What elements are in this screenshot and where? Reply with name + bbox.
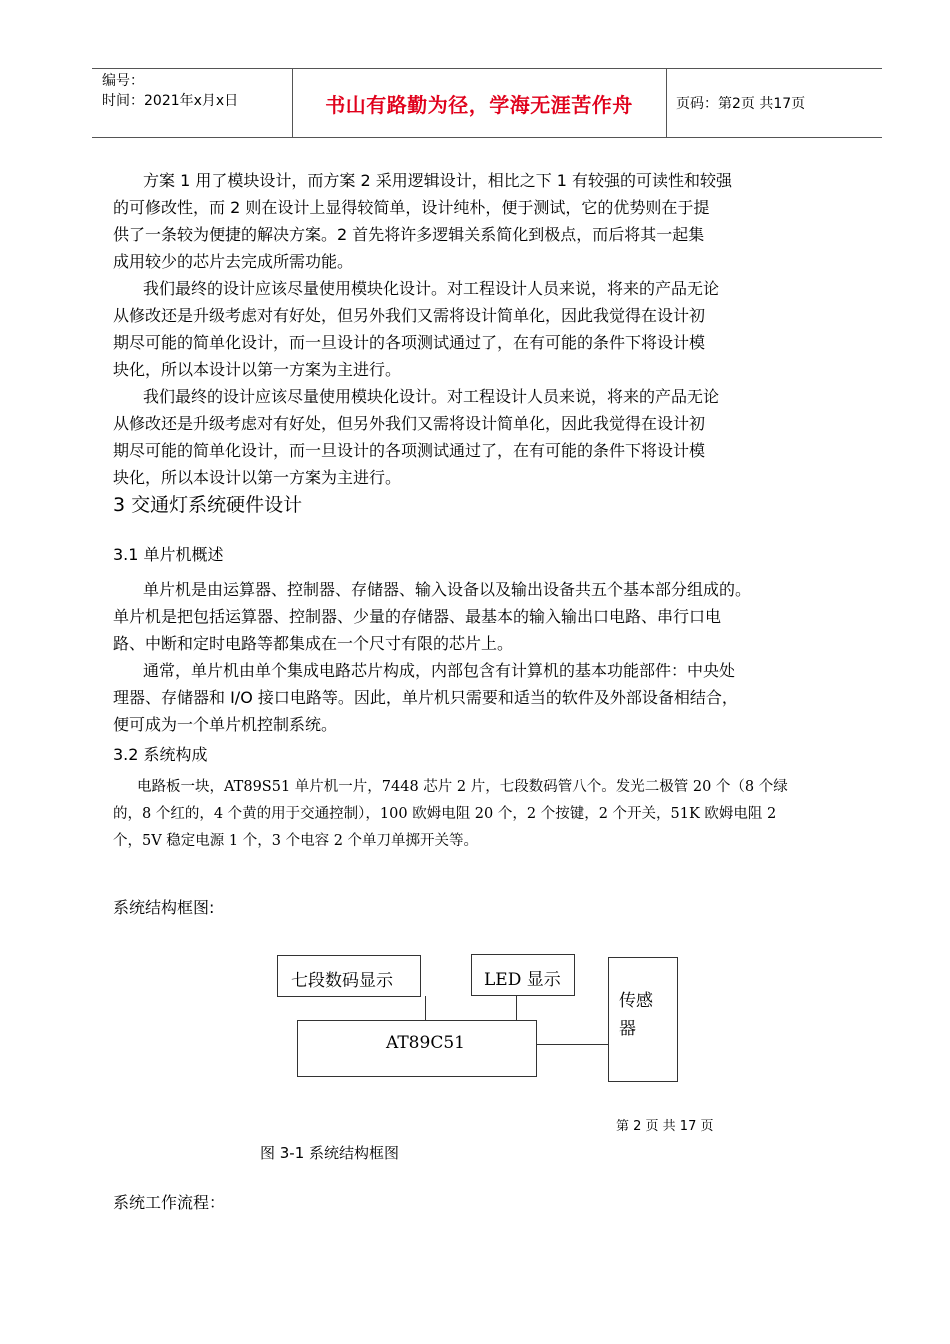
text-line: 单片机是把包括运算器、控制器、少量的存储器、最基本的输入输出口电路、串行口电 <box>113 607 722 626</box>
block-label: AT89C51 <box>386 1033 465 1053</box>
header-divider <box>292 69 293 137</box>
block-label: LED 显示 <box>484 970 561 990</box>
text-line: 期尽可能的简单化设计，而一旦设计的各项测试通过了，在有可能的条件下将设计模 <box>113 333 706 352</box>
text-line: 理器、存储器和 I/O 接口电路等。因此，单片机只需要和适当的软件及外部设备相结合， <box>113 688 738 707</box>
mcu-block <box>297 1020 537 1077</box>
figure-caption: 图 3-1 系统结构框图 <box>260 1144 400 1162</box>
text-line: 块化，所以本设计以第一方案为主进行。 <box>113 360 402 379</box>
header-time: 时间：2021年x月x日 <box>102 93 239 109</box>
block-label: 七段数码显示 <box>291 971 393 991</box>
text-line: 供了一条较为便捷的解决方案。2 首先将许多逻辑关系简化到极点，而后将其一起集 <box>113 225 705 244</box>
header-page-number: 页码：第2页 共17页 <box>676 96 806 112</box>
section-heading: 3 交通灯系统硬件设计 <box>113 494 303 516</box>
sensor-block <box>608 957 678 1082</box>
connector-line <box>425 996 426 1020</box>
page-footer: 第 2 页 共 17 页 <box>616 1119 714 1134</box>
block-label: 传感 <box>619 991 653 1011</box>
header-motto: 书山有路勤为径，学海无涯苦作舟 <box>325 93 633 117</box>
text-line: 的可修改性，而 2 则在设计上显得较简单，设计纯朴，便于测试，它的优势则在于提 <box>113 198 710 217</box>
header-divider <box>666 69 667 137</box>
text-line: 单片机是由运算器、控制器、存储器、输入设备以及输出设备共五个基本部分组成的。 <box>143 580 752 599</box>
paragraph-scheme-compare <box>113 167 873 491</box>
connector-line <box>516 996 517 1020</box>
header-meta <box>102 71 238 111</box>
seven-segment-display-block <box>277 955 421 997</box>
text-line: 方案 1 用了模块设计，而方案 2 采用逻辑设计，相比之下 1 有较强的可读性和较强 <box>143 171 733 190</box>
paragraph-system-components <box>113 774 873 855</box>
text-line: 成用较少的芯片去完成所需功能。 <box>113 252 354 271</box>
text-line: 路、中断和定时电路等都集成在一个尺寸有限的芯片上。 <box>113 634 514 653</box>
connector-line <box>536 1044 608 1045</box>
text-line: 从修改还是升级考虑对有好处，但另外我们又需将设计简单化，因此我觉得在设计初 <box>113 306 706 325</box>
text-line: 电路板一块，AT89S51 单片机一片，7448 芯片 2 片，七段数码管八个。发光二极管 20 个（8 个绿 <box>137 779 788 795</box>
text-line: 从修改还是升级考虑对有好处，但另外我们又需将设计简单化，因此我觉得在设计初 <box>113 414 706 433</box>
text-line: 的，8 个红的，4 个黄的用于交通控制），100 欧姆电阻 20 个，2 个按键，2 个开关，51K 欧姆电阻 2 <box>113 806 777 822</box>
diagram-label: 系统结构框图: <box>113 898 215 917</box>
text-line: 个，5V 稳定电源 1 个，3 个电容 2 个单刀单掷开关等。 <box>113 833 479 849</box>
paragraph-mcu-overview <box>113 576 873 738</box>
subsection-heading: 3.2 系统构成 <box>113 745 208 764</box>
page-header <box>92 68 882 138</box>
text-line: 便可成为一个单片机控制系统。 <box>113 715 338 734</box>
block-label: 器 <box>619 1019 636 1039</box>
text-line: 我们最终的设计应该尽量使用模块化设计。对工程设计人员来说，将来的产品无论 <box>143 387 720 406</box>
text-line: 期尽可能的简单化设计，而一旦设计的各项测试通过了，在有可能的条件下将设计模 <box>113 441 706 460</box>
text-line: 块化，所以本设计以第一方案为主进行。 <box>113 468 402 487</box>
header-number: 编号： <box>102 73 144 89</box>
subsection-heading: 3.1 单片机概述 <box>113 545 224 564</box>
text-line: 通常，单片机由单个集成电路芯片构成，内部包含有计算机的基本功能部件：中央处 <box>143 661 736 680</box>
text-line: 我们最终的设计应该尽量使用模块化设计。对工程设计人员来说，将来的产品无论 <box>143 279 720 298</box>
flow-label: 系统工作流程： <box>113 1193 226 1212</box>
led-display-block <box>471 954 575 996</box>
